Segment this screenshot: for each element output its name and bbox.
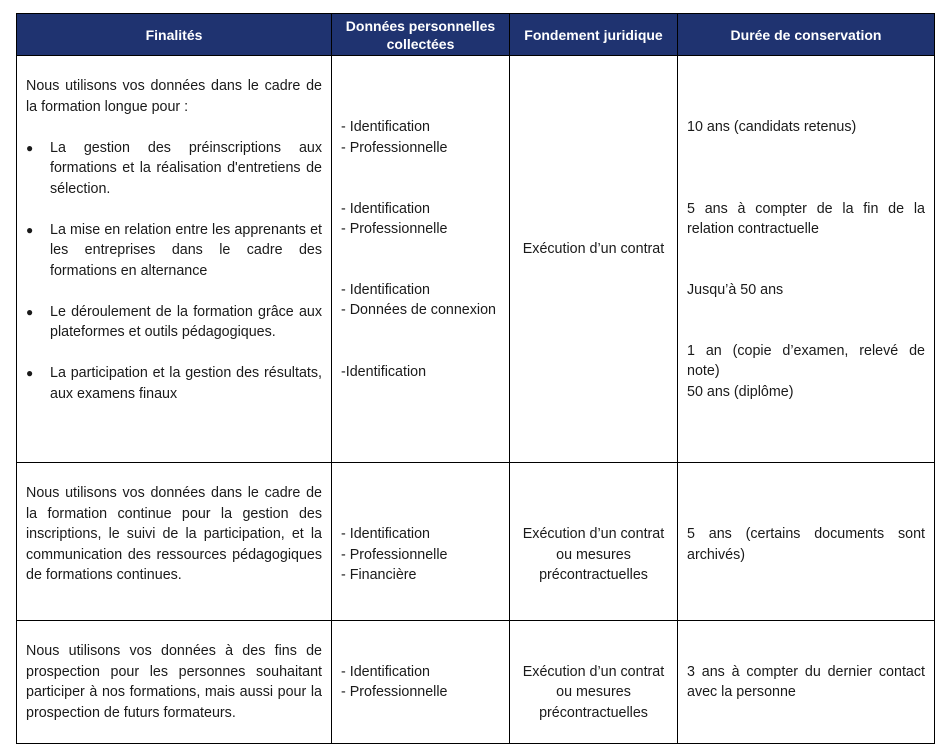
cell-fondement xyxy=(510,463,678,621)
fondement-text: Exécution d’un contrat ou mesures précontractuelles xyxy=(522,663,665,721)
cell-donnees xyxy=(332,463,510,621)
donnees-group xyxy=(341,280,500,362)
data-processing-table xyxy=(16,13,935,744)
donnees-group xyxy=(341,117,500,199)
duree-text: 3 ans à compter du dernier contact avec la personne xyxy=(687,663,925,700)
donnees-item: - Données de connexion xyxy=(341,302,496,318)
donnees-group xyxy=(341,199,500,280)
intro-text: Nous utilisons vos données dans le cadre de la formation longue pour : xyxy=(26,78,322,115)
bullet-text: Le déroulement de la formation grâce aux plateformes et outils pédagogiques. xyxy=(50,303,322,340)
donnees-item: - Identification xyxy=(341,663,431,680)
duree-group xyxy=(687,341,925,403)
donnees-item: - Professionnelle xyxy=(341,546,448,563)
cell-duree xyxy=(678,463,935,621)
fondement-text: Exécution d’un contrat xyxy=(522,241,665,257)
donnees-item: - Financière xyxy=(341,567,417,583)
list-item xyxy=(26,138,322,200)
donnees-item: - Professionnelle xyxy=(341,221,448,237)
bullet-text: La mise en relation entre les apprenants et les entreprises dans le cadre des formations en alternance xyxy=(50,221,322,279)
header-donnees: Données personnelles collectées xyxy=(332,14,510,56)
cell-donnees xyxy=(332,56,510,463)
duree-group xyxy=(687,117,925,199)
duree-item: Jusqu’à 50 ans xyxy=(687,281,784,298)
donnees-group xyxy=(341,362,500,383)
duree-text: 5 ans (certains documents sont archivés) xyxy=(687,526,925,563)
bullet-icon: ● xyxy=(26,366,34,380)
cell-duree xyxy=(678,621,935,744)
list-item xyxy=(26,363,322,404)
header-finalites: Finalités xyxy=(17,14,332,56)
duree-item: 1 an (copie d’examen, relevé de note) xyxy=(687,342,925,379)
donnees-item: - Identification xyxy=(341,526,431,542)
cell-finalite xyxy=(17,621,332,744)
donnees-item: - Professionnelle xyxy=(341,139,448,156)
bullet-icon: ● xyxy=(26,222,34,237)
cell-finalite xyxy=(17,463,332,621)
header-fondement: Fondement juridique xyxy=(510,14,678,56)
finalite-text: Nous utilisons vos données à des fins de prospection pour les personnes souhaitant participer à nos formations, mais aussi pour la prospection de futurs formateurs. xyxy=(26,643,322,721)
donnees-item: - Professionnelle xyxy=(341,684,448,700)
cell-fondement xyxy=(510,621,678,744)
duree-item: 10 ans (candidats retenus) xyxy=(687,119,857,135)
duree-group xyxy=(687,280,925,341)
bullet-text: La gestion des préinscriptions aux formations et la réalisation d'entretiens de sélection. xyxy=(50,139,322,197)
finalite-text: Nous utilisons vos données dans le cadre de la formation continue pour la gestion des inscriptions, le suivi de la participation, et la communication des ressources pédagogiques de formations continues. xyxy=(26,485,322,583)
list-item xyxy=(26,220,322,282)
cell-finalite xyxy=(17,56,332,463)
donnees-item: - Identification xyxy=(341,119,431,135)
header-row xyxy=(17,14,935,56)
cell-donnees xyxy=(332,621,510,744)
donnees-item: - Identification xyxy=(341,281,431,298)
fondement-text: Exécution d’un contrat ou mesures précontractuelles xyxy=(522,526,665,583)
header-duree: Durée de conservation xyxy=(678,14,935,56)
donnees-item: - Identification xyxy=(341,200,431,217)
duree-group xyxy=(687,199,925,280)
duree-item: 5 ans à compter de la fin de la relation contractuelle xyxy=(687,200,925,237)
donnees-item: -Identification xyxy=(341,363,427,380)
table-row-prospection xyxy=(17,621,935,744)
cell-duree xyxy=(678,56,935,463)
duree-item: 50 ans (diplôme) xyxy=(687,383,794,400)
table-row-formation-continue xyxy=(17,463,935,621)
list-item xyxy=(26,302,322,343)
bullet-text: La participation et la gestion des résultats, aux examens finaux xyxy=(50,365,322,402)
bullet-icon: ● xyxy=(26,304,34,319)
cell-fondement xyxy=(510,56,678,463)
table-row-formation-longue xyxy=(17,56,935,463)
bullet-icon: ● xyxy=(26,140,34,155)
